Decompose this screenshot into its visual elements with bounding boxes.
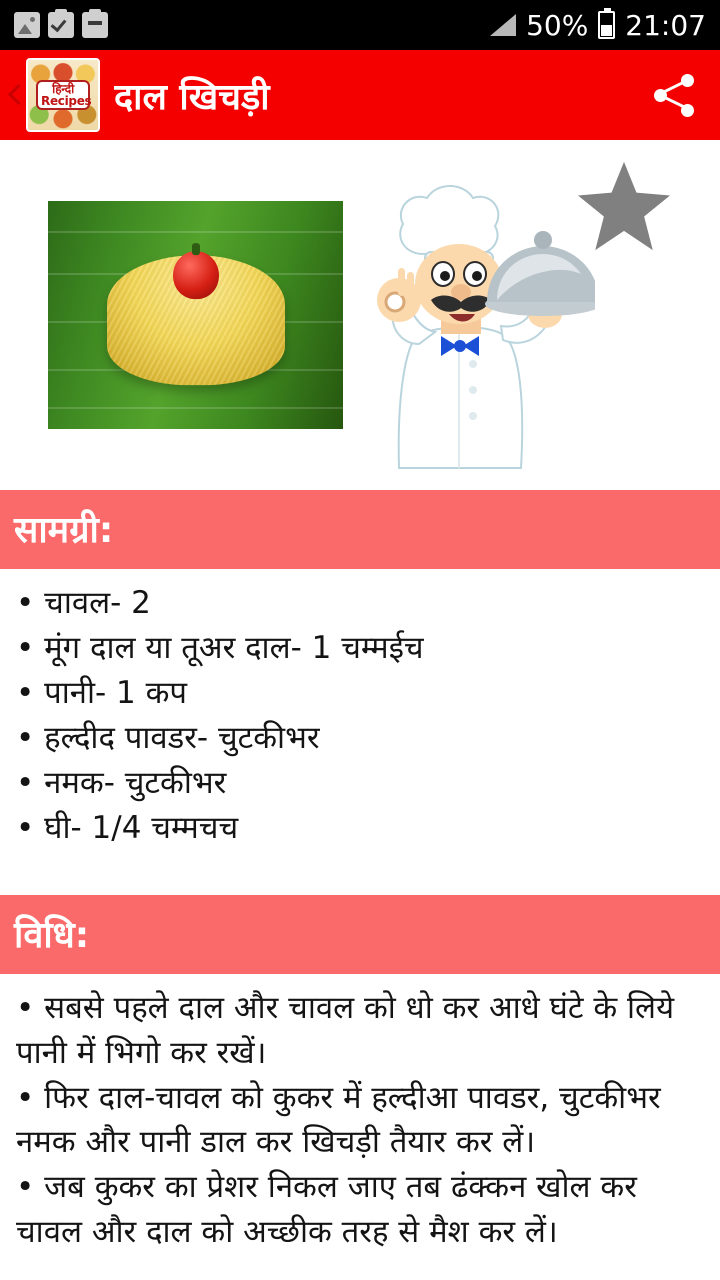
app-logo-line-1: हिन्दी bbox=[52, 82, 74, 96]
list-item: • नमक- चुटकीभर bbox=[16, 764, 227, 801]
list-item: • चावल- 2 bbox=[16, 585, 151, 621]
status-bar-right bbox=[490, 9, 706, 42]
page-title: दाल खिचड़ी bbox=[114, 76, 270, 118]
clipboard-icon bbox=[82, 12, 108, 38]
app-bar bbox=[0, 50, 720, 140]
list-item: • मूंग दाल या तूअर दाल- 1 चम्मईच bbox=[16, 629, 424, 666]
dal-khichdi-photo bbox=[48, 201, 343, 429]
app-logo-badge bbox=[36, 80, 90, 110]
chef-illustration bbox=[345, 168, 595, 488]
share-icon[interactable] bbox=[648, 68, 702, 122]
status-bar bbox=[0, 0, 720, 50]
battery-percent: 50% bbox=[526, 8, 589, 42]
ingredients-list bbox=[0, 569, 720, 857]
app-logo bbox=[26, 58, 100, 132]
signal-icon bbox=[490, 14, 516, 36]
list-item: • जब कुकर का प्रेशर निकल जाए तब ढंक्कन खोल कर चावल और दाल को अच्छीक तरह से मैश कर लें। bbox=[16, 1169, 637, 1251]
list-item: • घी- 1/4 चम्मचच bbox=[16, 809, 239, 846]
back-icon[interactable] bbox=[8, 82, 24, 108]
method-heading: विधि: bbox=[0, 895, 720, 974]
app-logo-line-2: Recipes bbox=[41, 94, 92, 108]
list-item: • फिर दाल-चावल को कुकर में हल्दीआ पावडर, चुटकीभर नमक और पानी डाल कर खिचड़ी तैयार कर लें। bbox=[16, 1079, 661, 1161]
star-icon[interactable] bbox=[576, 160, 672, 252]
recipe-hero bbox=[0, 140, 720, 490]
list-item: • सबसे पहले दाल और चावल को धो कर आधे घंटे के लिये पानी में भिगो कर रखें। bbox=[16, 989, 675, 1071]
clipboard-check-icon bbox=[48, 12, 74, 38]
status-bar-left bbox=[14, 12, 490, 38]
recipe-scroll-area[interactable] bbox=[0, 140, 720, 1280]
photo-icon bbox=[14, 12, 40, 38]
status-bar-clock: 21:07 bbox=[625, 8, 706, 42]
section-divider bbox=[0, 857, 720, 895]
list-item: • पानी- 1 कप bbox=[16, 674, 188, 711]
battery-icon bbox=[598, 11, 615, 39]
method-list bbox=[0, 974, 720, 1262]
ingredients-heading: सामग्री: bbox=[0, 490, 720, 569]
list-item: • हल्दीद पावडर- चुटकीभर bbox=[16, 719, 320, 756]
